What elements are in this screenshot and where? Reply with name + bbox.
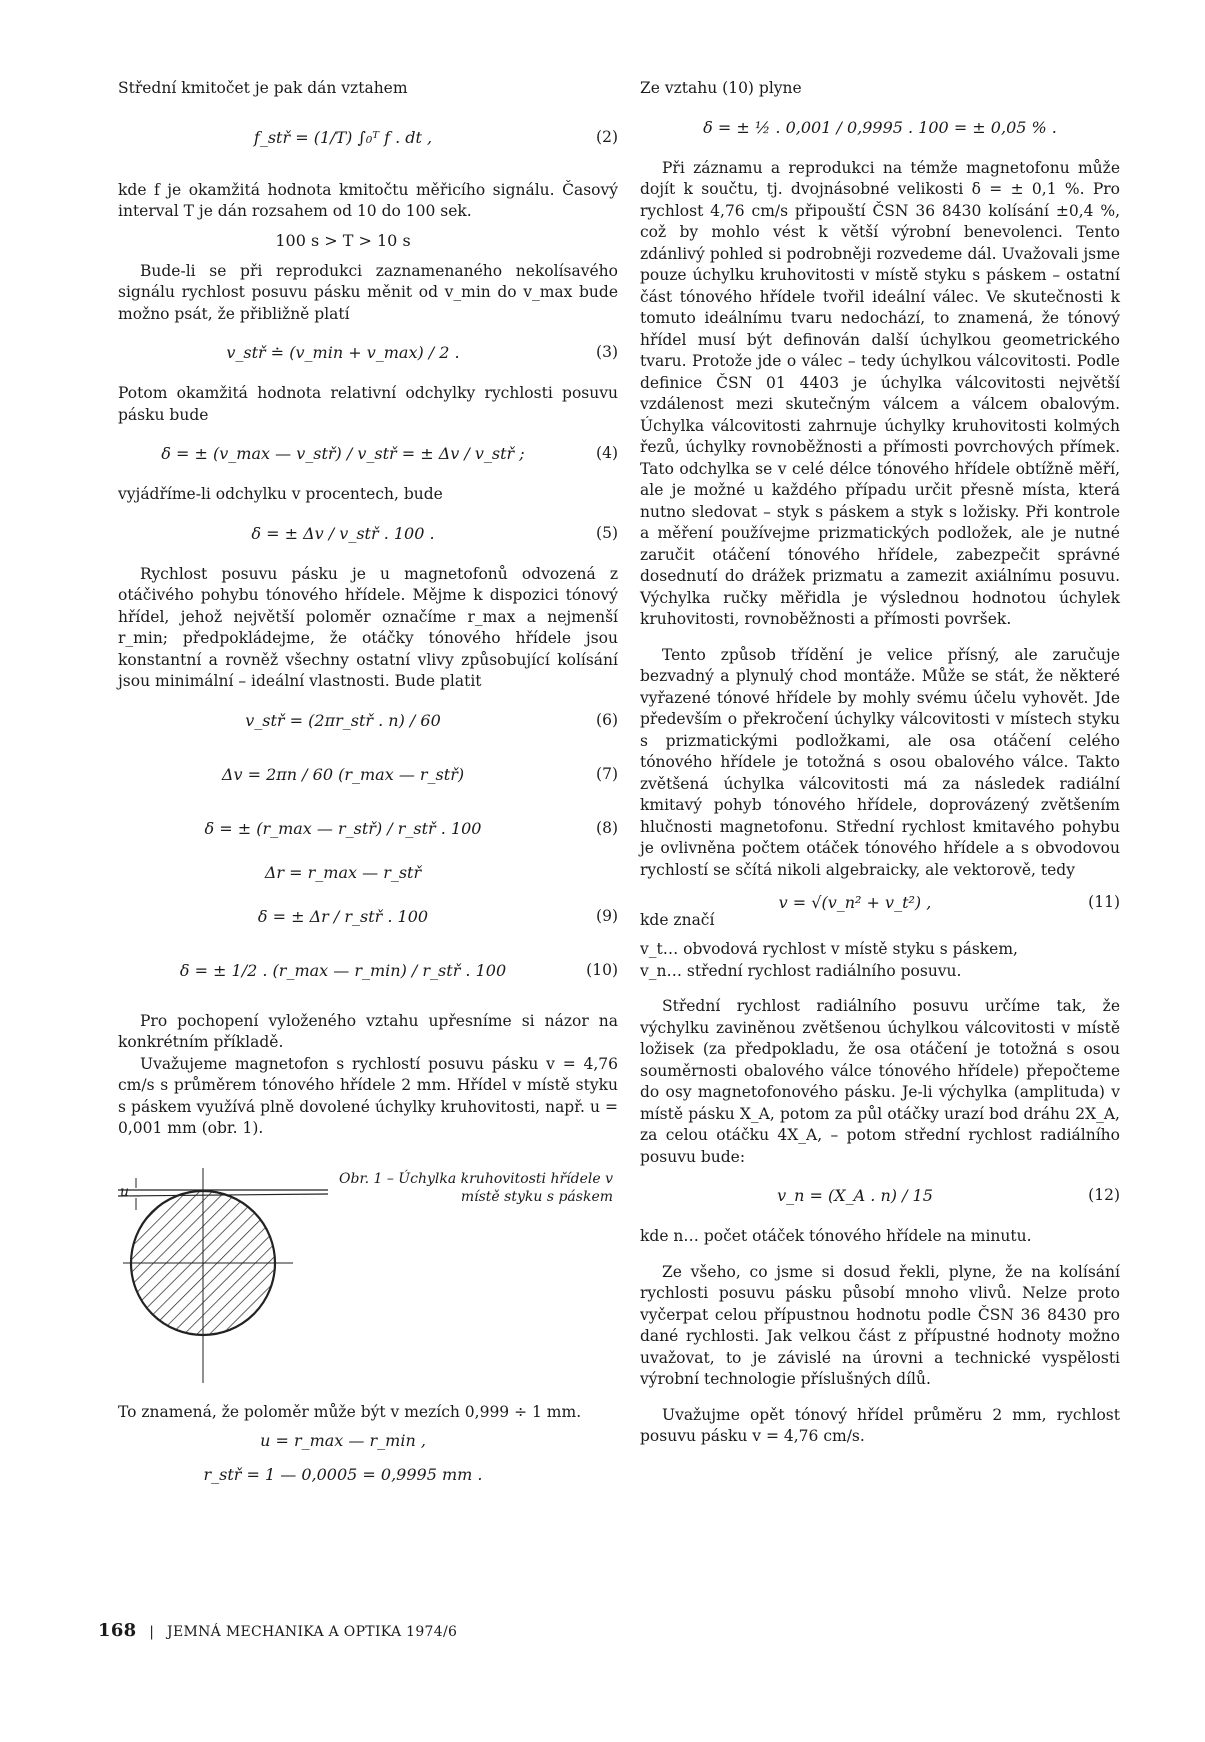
equation-expression: r_stř = 1 — 0,0005 = 0,9995 mm . [203, 1465, 483, 1484]
journal-name: JEMNÁ MECHANIKA A OPTIKA 1974/6 [167, 1624, 458, 1640]
paragraph: vyjádříme-li odchylku v procentech, bude [118, 485, 443, 503]
paragraph: Potom okamžitá hodnota relativní odchylky rychlosti posuvu pásku bude [118, 384, 618, 424]
equation-expression: v_n = (X_A . n) / 15 [777, 1186, 933, 1205]
paragraph: Při záznamu a reprodukci na témže magnetofonu může dojít k součtu, tj. dvojnásobné velikosti δ = ± 0,1 %. Pro rychlost 4,76 cm/s připouští ČSN 36 8430 kolísání ±0,4 %, což by mohlo vést k větší výrobní benevolenci. Tento zdánlivý pohled si podrobněji rozvedeme dál. Uvažovali jsme pouze úchylku kruhovitosti v místě styku s páskem – ostatní část tónového hřídele tvořil ideální válec. Ve skutečnosti k tomuto ideálnímu tvaru nedochází, to znamená, že tónový hřídel musí být definován další úchylkou geometrického tvaru. Protože jde o válec – tedy úchylkou válcovitosti. Podle definice ČSN 01 4403 je úchylka válcovitosti největší vzdálenost mezi skutečným válcem a válcem obalovým. Úchylka válcovitosti zahrnuje úchylky kruhovitosti kolmých řezů, úchylky rovnoběžnosti a přímosti povrchových přímek. Tato odchylka se v celé délce tónového hřídele obtížně měří, ale je možné u každého případu určit přesně místa, která nutno sledovat – styk s páskem a styk s ložisky. Při kontrole a měření používejme prizmatických podložek, ale je nutné zaručit otáčení tónového hřídele, zabezpečit správné dosednutí do drážek prizmatu a zamezit axiálnímu posuvu. Výchylka ručky měřidla je výslednou hodnotou úchylek kruhovitosti, rovnoběžnosti a přímosti površek. [640, 158, 1120, 628]
equation-result [640, 104, 1120, 154]
equation-expression: f_stř = (1/T) ∫₀ᵀ f . dt , [253, 127, 433, 147]
paragraph: Střední kmitočet je pak dán vztahem [118, 79, 408, 97]
equation-number: (7) [596, 764, 618, 783]
equation-10 [118, 947, 618, 997]
equation-expression: u = r_max — r_min , [260, 1431, 426, 1450]
equation-9 [118, 893, 618, 943]
equation-expression: Δv = 2πn / 60 (r_max — r_stř) [221, 764, 465, 784]
paragraph: To znamená, že poloměr může být v mezích 0,999 ÷ 1 mm. [118, 1402, 582, 1421]
definition-item: v_t… obvodová rychlost v místě styku s páskem, [640, 940, 1018, 958]
inequality [118, 227, 618, 257]
equation-expression: δ = ± (v_max — v_stř) / v_stř = ± Δv / v_stř ; [161, 444, 525, 463]
equation-number: (6) [596, 710, 618, 729]
paragraph: Střední rychlost radiálního posuvu určíme tak, že výchylku zaviněnou zvětšenou úchylkou válcovitosti v místě ložisek (za předpokladu, že osa otáčení je totožná s osou souměrnosti obalového válce tónového hřídele) přepočteme do osy magnetofonového pásku. Je-li výchylka (amplituda) v místě pásku X_A, potom za půl otáčky urazí bod dráhu 2X_A, za celou otáčku 4X_A, – potom střední rychlost radiálního posuvu bude: [640, 997, 1120, 1166]
equation-5 [118, 510, 618, 560]
equation-number: (4) [596, 444, 618, 462]
left-column [118, 78, 618, 1495]
paragraph: kde n… počet otáček tónového hřídele na minutu. [640, 1227, 1032, 1245]
equation-expression: δ = ± 1/2 . (r_max — r_min) / r_stř . 100 [179, 960, 507, 980]
equation-r-str [118, 1461, 618, 1491]
equation-4 [118, 430, 618, 480]
equation-expression: δ = ± ½ . 0,001 / 0,9995 . 100 = ± 0,05 % . [703, 117, 1057, 137]
equation-number: (3) [596, 343, 618, 361]
equation-expression: δ = ± Δr / r_stř . 100 [257, 906, 429, 926]
kde-label: kde značí [640, 911, 715, 929]
equation-expression: δ = ± Δv / v_stř . 100 . [251, 523, 435, 543]
equation-6 [118, 697, 618, 747]
paragraph: Pro pochopení vyloženého vztahu upřesníme si názor na konkrétním příkladě. [118, 1011, 618, 1051]
page-footer [98, 1620, 457, 1641]
paragraph: Uvažujeme magnetofon s rychlostí posuvu pásku v = 4,76 cm/s s průměrem tónového hřídele 2 mm. Hřídel v místě styku s páskem využívá plně dovolené úchylky kruhovitosti, např. u = 0,001 mm (obr. 1). [118, 1054, 618, 1137]
definition-list [640, 939, 1120, 982]
equation-2 [118, 104, 618, 176]
paragraph: Tento způsob třídění je velice přísný, ale zaručuje bezvadný a plynulý chod montáže. Může se stát, že některé vyřazené tónové hřídele by mohly svému účelu vyhovět. Jde především o překročení úchylky válcovitosti v místech styku s prizmatickými podložkami, ale osa otáčení celého tónového hřídele je totožná s osou obalového válce. Takto zvětšená úchylka válcovitosti má za následek radiální kmitavý pohyb tónového hřídele, doprovázený zvětšením hlučnosti magnetofonu. Střední rychlost kmitavého pohybu je ovlivněna počtem otáček tónového hřídele a s obvodovou rychlostí se sčítá nikoli algebraicky, ale vektorově, tedy [640, 645, 1120, 879]
paragraph: Uvažujme opět tónový hřídel průměru 2 mm, rychlost posuvu pásku v = 4,76 cm/s. [640, 1405, 1120, 1445]
equation-number: (9) [596, 906, 618, 925]
equation-expression: 100 s > T > 10 s [275, 230, 411, 250]
equation-number: (2) [596, 127, 618, 146]
paragraph: Bude-li se při reprodukci zaznamenaného nekolísavého signálu rychlost posuvu pásku měnit od v_min do v_max bude možno psát, že přibližně platí [118, 261, 618, 323]
equation-u [118, 1427, 618, 1457]
figure-1 [118, 1158, 618, 1388]
equation-12 [640, 1172, 1120, 1222]
equation-number: (11) [1088, 893, 1120, 911]
paragraph: kde f je okamžitá hodnota kmitočtu měřicího signálu. Časový interval T je dán rozsahem od 10 do 100 sek. [118, 180, 618, 220]
equation-3 [118, 329, 618, 379]
equation-expression: v_stř = (2πr_stř . n) / 60 [245, 710, 441, 730]
equation-expression: v = √(v_n² + v_t²) , [778, 893, 932, 912]
figure-label-u: u [120, 1183, 130, 1200]
equation-delta-r [118, 859, 618, 889]
paragraph: Rychlost posuvu pásku je u magnetofonů odvozená z otáčivého pohybu tónového hřídele. Mějme k dispozici tónový hřídel, jehož největší poloměr označíme r_max a nejmenší r_min; předpokládejme, že otáčky tónového hřídele jsou konstantní a rovněž všechny ostatní vlivy způsobující kolísání jsou minimální – ideální vlastnosti. Bude platit [118, 564, 618, 690]
shaft-cross-section-diagram [118, 1158, 338, 1388]
paragraph: Ze vztahu (10) plyne [640, 79, 802, 97]
equation-11 [640, 885, 1120, 929]
equation-expression: Δr = r_max — r_stř [264, 862, 422, 882]
page-number: 168 [98, 1620, 137, 1641]
equation-number: (5) [596, 523, 618, 542]
paragraph: Ze všeho, co jsme si dosud řekli, plyne, že na kolísání rychlosti posuvu pásku působí mnoho vlivů. Nelze proto vyčerpat celou přípustnou hodnotu podle ČSN 36 8430 pro dané rychlosti. Jak velkou část z přípustné hodnoty možno uvažovat, to je závislé na úrovni a technické vyspělosti výrobní technologie příslušných dílů. [640, 1262, 1120, 1388]
equation-8 [118, 805, 618, 855]
equation-number: (10) [586, 960, 618, 979]
equation-number: (8) [596, 818, 618, 837]
equation-number: (12) [1088, 1186, 1120, 1204]
definition-item: v_n… střední rychlost radiálního posuvu. [640, 961, 962, 980]
equation-7 [118, 751, 618, 801]
footer-separator: | [149, 1624, 155, 1640]
equation-expression: v_stř ≐ (v_min + v_max) / 2 . [226, 343, 460, 362]
right-column [640, 78, 1120, 1448]
figure-caption: Obr. 1 – Úchylka kruhovitosti hřídele v místě styku s páskem [339, 1170, 613, 1205]
equation-expression: δ = ± (r_max — r_stř) / r_stř . 100 [204, 818, 482, 838]
